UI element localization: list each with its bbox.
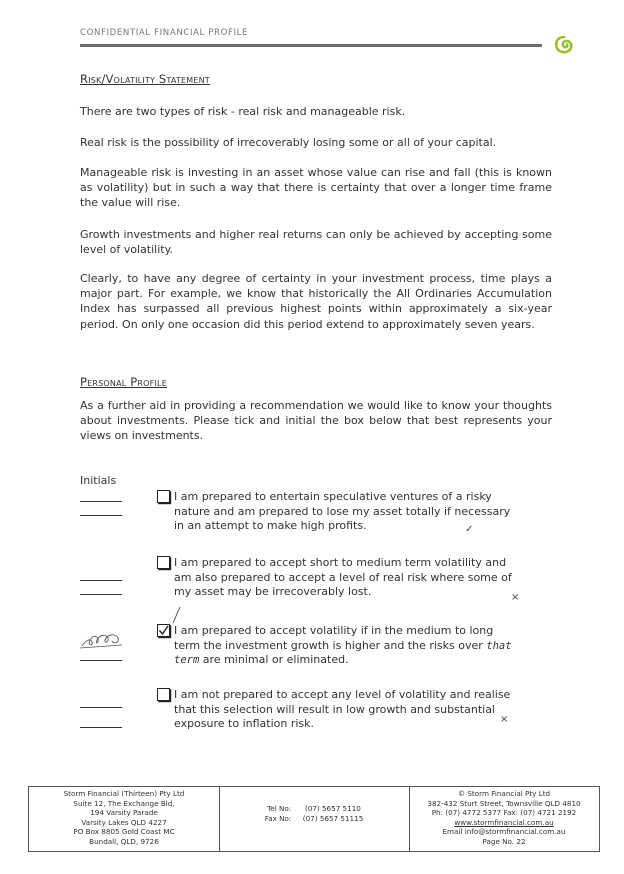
initials-line[interactable] (80, 707, 122, 708)
option-1-text: I am prepared to entertain speculative ventures of a risky nature and am prepared to lose my asset totally if necessary in an attempt to make high profits. (174, 490, 511, 533)
footer-tel-label: Tel No: (267, 804, 292, 813)
initials-line[interactable] (80, 501, 122, 502)
footer-page-number: Page No. 22 (482, 836, 526, 846)
risk-paragraph-3: Manageable risk is investing in an asset whose value can rise and fall (this is known as volatility) but in such a way that there is certainty that over a longer time frame the value will rise. (80, 166, 552, 210)
footer-address-line: Varsity Lakes QLD 4227 (81, 817, 167, 827)
initials-label: Initials (80, 474, 117, 487)
option-3-text-emphasis: that term (174, 639, 512, 667)
document-header-title: CONFIDENTIAL FINANCIAL PROFILE (80, 28, 249, 38)
initials-line[interactable] (80, 515, 122, 516)
risk-paragraph-5: Clearly, to have any degree of certainty in your investment process, time plays a major part. For example, we know that historically the All Ordinaries Accumulation Index has surpassed all previous highest points within approximately a six-year period. On only one occasion did this period extend to approximately seven years. (80, 272, 552, 331)
option-2-text: I am prepared to accept short to medium term volatility and am also prepared to accept a level of real risk where some of my asset may be irrecoverably lost. (174, 556, 512, 599)
option-4 (160, 688, 520, 732)
profile-heading: Personal Profile (80, 375, 167, 389)
footer-right-column (409, 787, 599, 851)
footer-email[interactable]: Email info@stormfinancial.com.au (442, 827, 566, 837)
footer-address-line: Bundall, QLD, 9726 (89, 836, 159, 846)
risk-heading: Risk/Volatility Statement (80, 72, 210, 86)
option-2 (160, 556, 520, 600)
footer-fax-label: Fax No: (264, 813, 292, 823)
profile-intro: As a further aid in providing a recommendation we would like to know your thoughts about investments. Please tick and initial the box below that best represents your views on investments. (80, 399, 552, 443)
initials-line[interactable] (80, 580, 122, 581)
initials-line[interactable] (80, 660, 122, 661)
option-3-text-before: I am prepared to accept volatility if in the medium to long term the investment growth is higher and the risks over (174, 624, 494, 652)
pen-mark: ✓ (465, 524, 474, 535)
option-4-text: I am not prepared to accept any level of volatility and realise that this selection will result in low growth and substantial exposure to inflation risk. (174, 688, 511, 731)
risk-paragraph-4: Growth investments and higher real returns can only be achieved by accepting some level of volatility. (80, 228, 552, 257)
footer-address: 382-432 Sturt Street, Townsville QLD 4810 (427, 798, 581, 808)
handwritten-initials-signature (78, 628, 128, 652)
footer-website-link[interactable]: www.stormfinancial.com.au (454, 817, 554, 827)
risk-paragraph-2: Real risk is the possibility of irrecoverably losing some or all of your capital. (80, 136, 497, 149)
pen-mark: × (500, 714, 509, 725)
footer-company: Storm Financial (Thirteen) Pty Ltd (63, 789, 185, 798)
footer-tel: (07) 5657 5110 (304, 804, 361, 813)
footer-box (28, 786, 600, 852)
risk-paragraph-1: There are two types of risk - real risk and manageable risk. (80, 105, 406, 118)
footer-fax: (07) 5657 51115 (302, 813, 364, 823)
footer-middle-column (219, 787, 410, 851)
initials-line[interactable] (80, 594, 122, 595)
footer-phone-fax: Ph: (07) 4772 5377 Fax: (07) 4721 2192 (431, 808, 577, 818)
option-3-text-after: are minimal or eliminated. (199, 653, 349, 667)
footer-copyright: © Storm Financial Pty Ltd (457, 789, 551, 798)
pen-mark: × (511, 592, 520, 603)
option-3 (160, 624, 520, 668)
storm-logo-icon (552, 33, 576, 57)
footer-address-line: 194 Varsity Parade (90, 808, 158, 818)
footer-address-line: PO Box 8805 Gold Coast MC (73, 827, 175, 837)
header-rule (80, 44, 542, 47)
initials-line[interactable] (80, 727, 122, 728)
footer-address-line: Suite 12, The Exchange Bld, (73, 798, 175, 808)
footer-left-column (29, 787, 220, 851)
pen-stroke (170, 606, 182, 624)
